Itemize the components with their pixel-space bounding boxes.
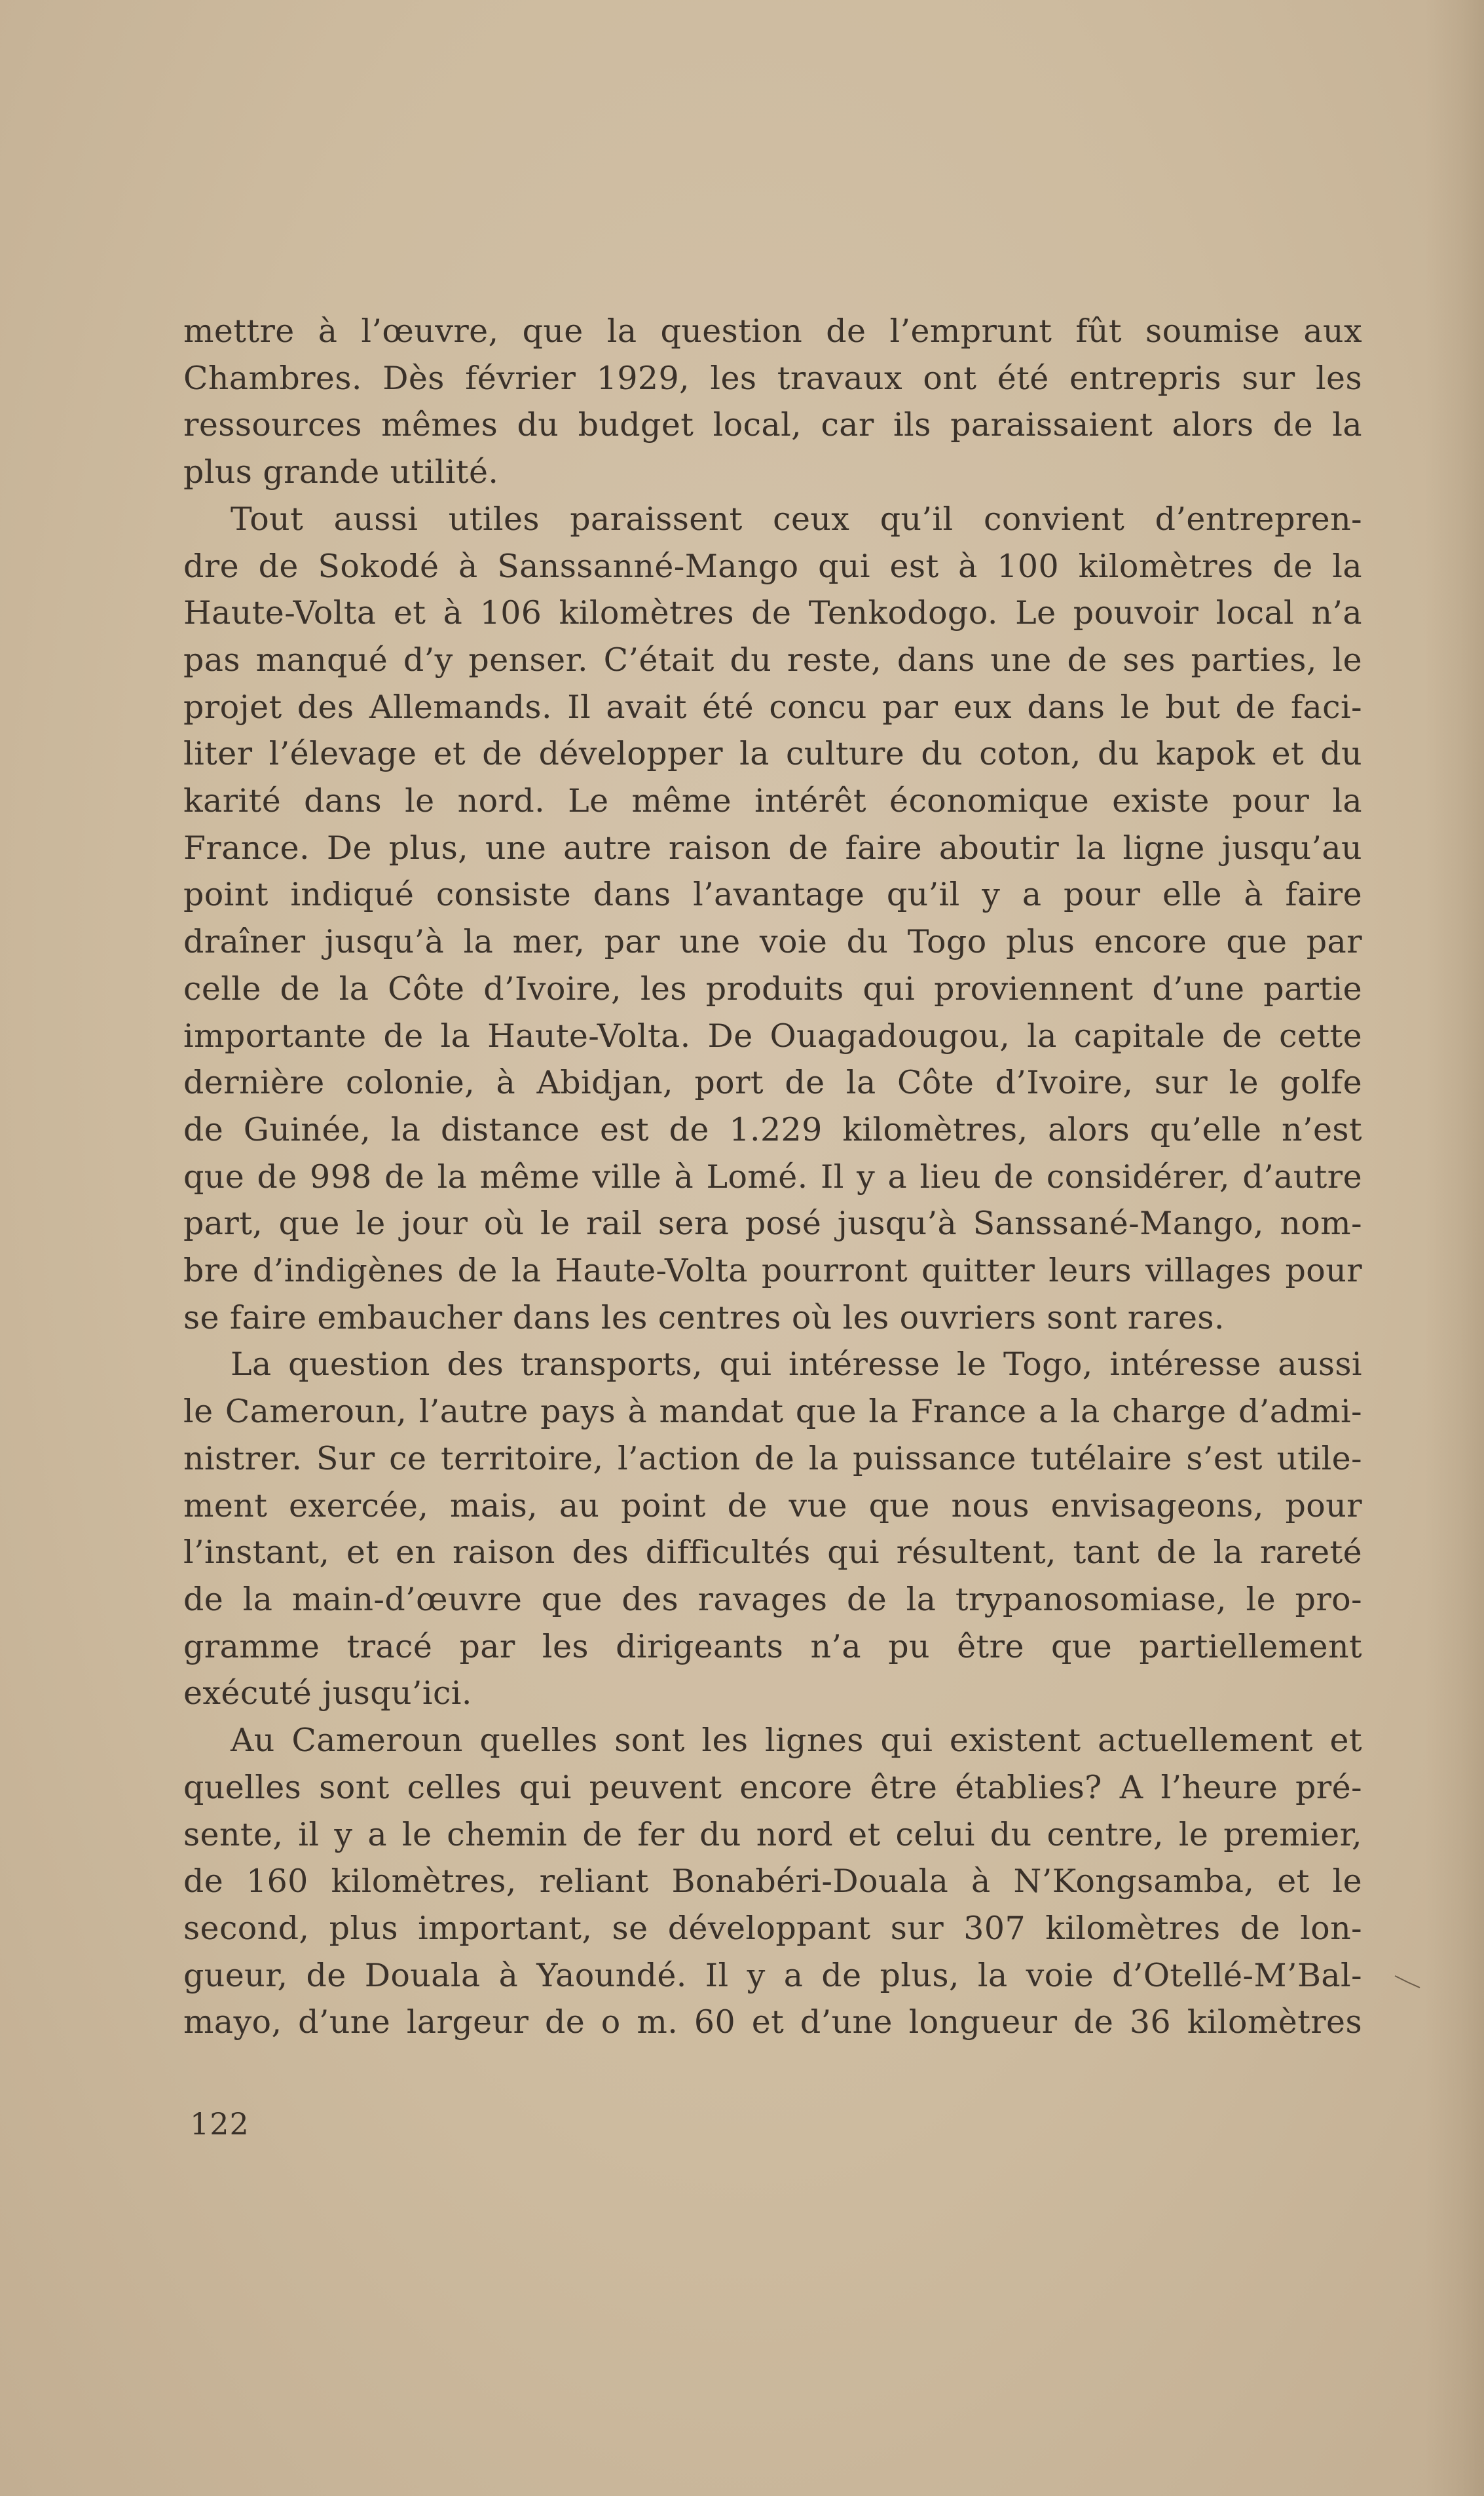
paragraph [183, 1341, 1362, 1717]
text-line: Chambres. Dès février 1929, les travaux ont été entrepris sur les [183, 359, 1362, 397]
text-line: bre d’indigènes de la Haute-Volta pourront quitter leurs villages pour [183, 1252, 1362, 1290]
text-line: l’instant, et en raison des difficultés qui résultent, tant de la rareté [183, 1534, 1362, 1572]
text-line: le Cameroun, l’autre pays à mandat que la France a la charge d’admi- [183, 1393, 1362, 1431]
text-line: que de 998 de la même ville à Lomé. Il y a lieu de considérer, d’autre [183, 1158, 1362, 1196]
text-line: se faire embaucher dans les centres où les ouvriers sont rares. [183, 1298, 1225, 1336]
paragraph [183, 496, 1362, 1342]
text-line: liter l’élevage et de développer la culture du coton, du kapok et du [183, 735, 1362, 773]
text-line: Haute-Volta et à 106 kilomètres de Tenkodogo. Le pouvoir local n’a [183, 594, 1362, 632]
text-line: importante de la Haute-Volta. De Ouagadougou, la capitale de cette [183, 1017, 1362, 1055]
text-line: gramme tracé par les dirigeants n’a pu être que partiellement [183, 1627, 1362, 1665]
text-line: de 160 kilomètres, reliant Bonabéri-Douala à N’Kongsamba, et le [183, 1863, 1362, 1900]
text-line: projet des Allemands. Il avait été concu par eux dans le but de faci- [183, 688, 1362, 726]
text-line: mayo, d’une largeur de o m. 60 et d’une longueur de 36 kilomètres [183, 2003, 1362, 2041]
text-line: exécuté jusqu’ici. [183, 1674, 472, 1712]
text-line: second, plus important, se développant sur 307 kilomètres de lon- [183, 1909, 1362, 1947]
text-line: Tout aussi utiles paraissent ceux qu’il convient d’entrepren- [231, 500, 1362, 538]
text-line: France. De plus, une autre raison de faire aboutir la ligne jusqu’au [183, 829, 1362, 867]
text-line: Au Cameroun quelles sont les lignes qui existent actuellement et [231, 1722, 1362, 1760]
text-line: de la main-d’œuvre que des ravages de la trypanosomiase, le pro- [183, 1580, 1362, 1618]
text-line: part, que le jour où le rail sera posé jusqu’à Sanssané-Mango, nom- [183, 1205, 1362, 1243]
page-number: 122 [190, 2106, 250, 2142]
text-line: mettre à l’œuvre, que la question de l’emprunt fût soumise aux [183, 312, 1362, 350]
text-line: dernière colonie, à Abidjan, port de la Côte d’Ivoire, sur le golfe [183, 1064, 1362, 1102]
paragraph [183, 1717, 1362, 2046]
text-line: La question des transports, qui intéresse le Togo, intéresse aussi [231, 1346, 1362, 1384]
text-line: ressources mêmes du budget local, car ils paraissaient alors de la [183, 406, 1362, 444]
text-line: gueur, de Douala à Yaoundé. Il y a de plus, la voie d’Otellé-M’Bal- [183, 1956, 1362, 1994]
text-line: point indiqué consiste dans l’avantage qu’il y a pour elle à faire [183, 876, 1362, 914]
text-line: ment exercée, mais, au point de vue que nous envisageons, pour [183, 1486, 1362, 1524]
text-line: celle de la Côte d’Ivoire, les produits qui proviennent d’une partie [183, 970, 1362, 1008]
text-line: nistrer. Sur ce territoire, l’action de la puissance tutélaire s’est utile- [183, 1439, 1362, 1477]
text-line: plus grande utilité. [183, 453, 499, 491]
text-line: draîner jusqu’à la mer, par une voie du Togo plus encore que par [183, 923, 1362, 961]
text-line: de Guinée, la distance est de 1.229 kilomètres, alors qu’elle n’est [183, 1110, 1362, 1148]
page-edge-shadow [1425, 0, 1484, 2496]
paragraph [183, 308, 1362, 496]
text-line: sente, il y a le chemin de fer du nord et celui du centre, le premier, [183, 1815, 1362, 1853]
text-line: quelles sont celles qui peuvent encore être établies? A l’heure pré- [183, 1768, 1362, 1806]
text-line: dre de Sokodé à Sanssanné-Mango qui est à 100 kilomètres de la [183, 547, 1362, 585]
text-line: pas manqué d’y penser. C’était du reste, dans une de ses parties, le [183, 641, 1362, 679]
stray-pencil-mark [1394, 1973, 1421, 1990]
body-text [183, 308, 1362, 2046]
text-line: karité dans le nord. Le même intérêt économique existe pour la [183, 782, 1362, 820]
